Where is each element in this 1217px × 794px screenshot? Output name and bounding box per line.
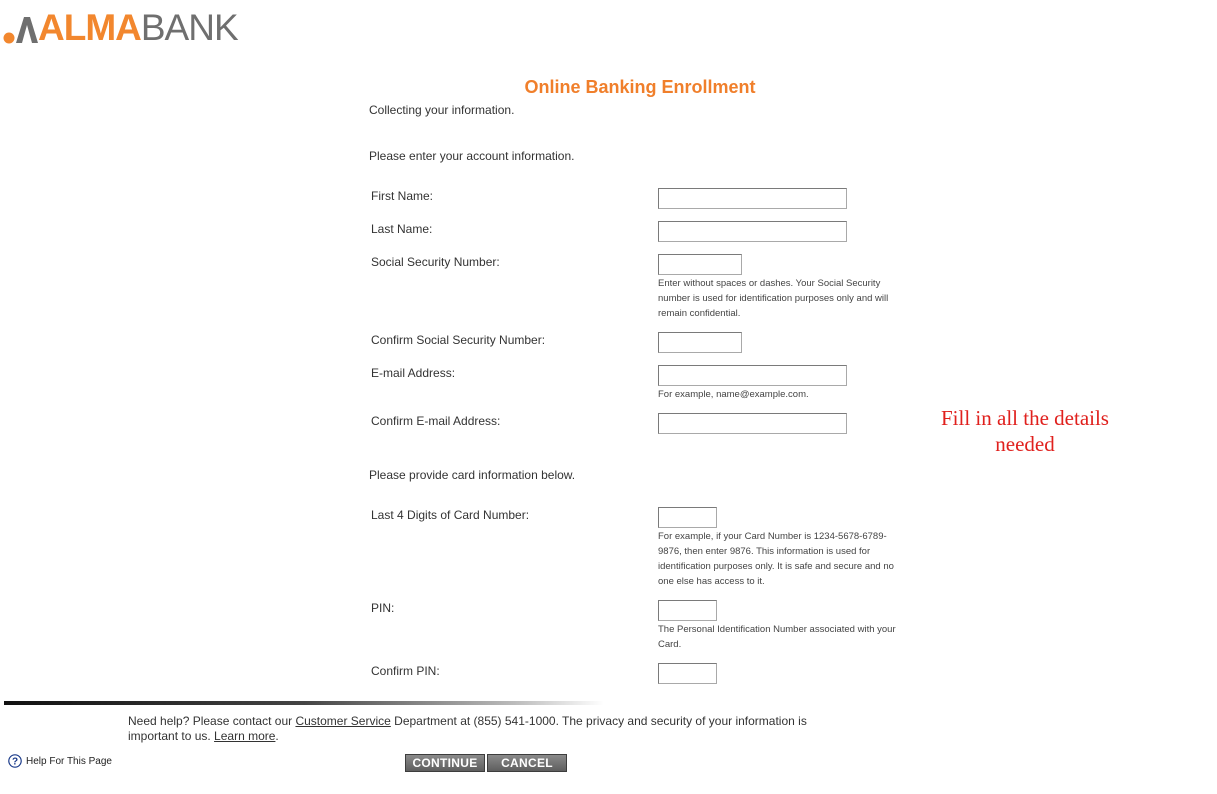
- last-name-label: Last Name:: [371, 222, 433, 236]
- email-confirm-input[interactable]: [658, 413, 847, 434]
- footer-divider: [4, 701, 604, 705]
- email-input[interactable]: [658, 365, 847, 386]
- ssn-hint: Enter without spaces or dashes. Your Social Security number is used for identification purposes only and will remain confidential.: [658, 278, 889, 319]
- pin-hint: The Personal Identification Number associated with your Card.: [658, 624, 896, 650]
- page-title: Online Banking Enrollment: [524, 77, 756, 97]
- pin-confirm-label: Confirm PIN:: [371, 664, 440, 678]
- help-for-this-page-link[interactable]: [8, 754, 112, 768]
- continue-button[interactable]: CONTINUE: [405, 754, 485, 772]
- ssn-input[interactable]: [658, 254, 742, 275]
- pin-label: PIN:: [371, 601, 395, 615]
- email-label: E-mail Address:: [371, 366, 456, 380]
- question-icon: [8, 754, 22, 768]
- cancel-button[interactable]: CANCEL: [487, 754, 567, 772]
- ssn-label: Social Security Number:: [371, 255, 500, 269]
- learn-more-link[interactable]: Learn more: [214, 729, 276, 743]
- pin-input[interactable]: [658, 600, 717, 621]
- ssn-confirm-label: Confirm Social Security Number:: [371, 333, 546, 347]
- first-name-input[interactable]: [658, 188, 847, 209]
- footer-text-1: Need help? Please contact our: [128, 714, 296, 728]
- account-prompt: Please enter your account information.: [369, 149, 575, 163]
- card-last4-input[interactable]: [658, 507, 717, 528]
- last-name-input[interactable]: [658, 221, 847, 242]
- email-hint: For example, name@example.com.: [658, 389, 809, 400]
- alma-logo-mark-icon: [2, 11, 38, 45]
- footer-text-3: .: [275, 729, 279, 743]
- logo-alma-text: ALMA: [38, 7, 141, 48]
- fill-details-annotation: Fill in all the details needed: [941, 406, 1109, 456]
- intro-text: Collecting your information.: [369, 103, 515, 117]
- customer-service-link[interactable]: Customer Service: [295, 714, 391, 728]
- card-last4-label: Last 4 Digits of Card Number:: [371, 508, 530, 522]
- footer-help-text: [128, 714, 848, 744]
- email-confirm-label: Confirm E-mail Address:: [371, 414, 501, 428]
- card-prompt: Please provide card information below.: [369, 468, 576, 482]
- help-label: Help For This Page: [26, 755, 112, 767]
- pin-confirm-input[interactable]: [658, 663, 717, 684]
- ssn-confirm-input[interactable]: [658, 332, 742, 353]
- card-last4-hint: For example, if your Card Number is 1234-5678-6789-9876, then enter 9876. This information is used for identification purposes only. It is safe and secure and no one else has access to it.: [658, 531, 894, 587]
- footer-text-2: Department at (855) 541-1000. The privacy and security of your information is important to us.: [128, 714, 807, 743]
- alma-bank-logo: [2, 8, 238, 48]
- first-name-label: First Name:: [371, 189, 434, 203]
- svg-text:?: ?: [11, 756, 19, 768]
- logo-bank-text: BANK: [140, 7, 238, 48]
